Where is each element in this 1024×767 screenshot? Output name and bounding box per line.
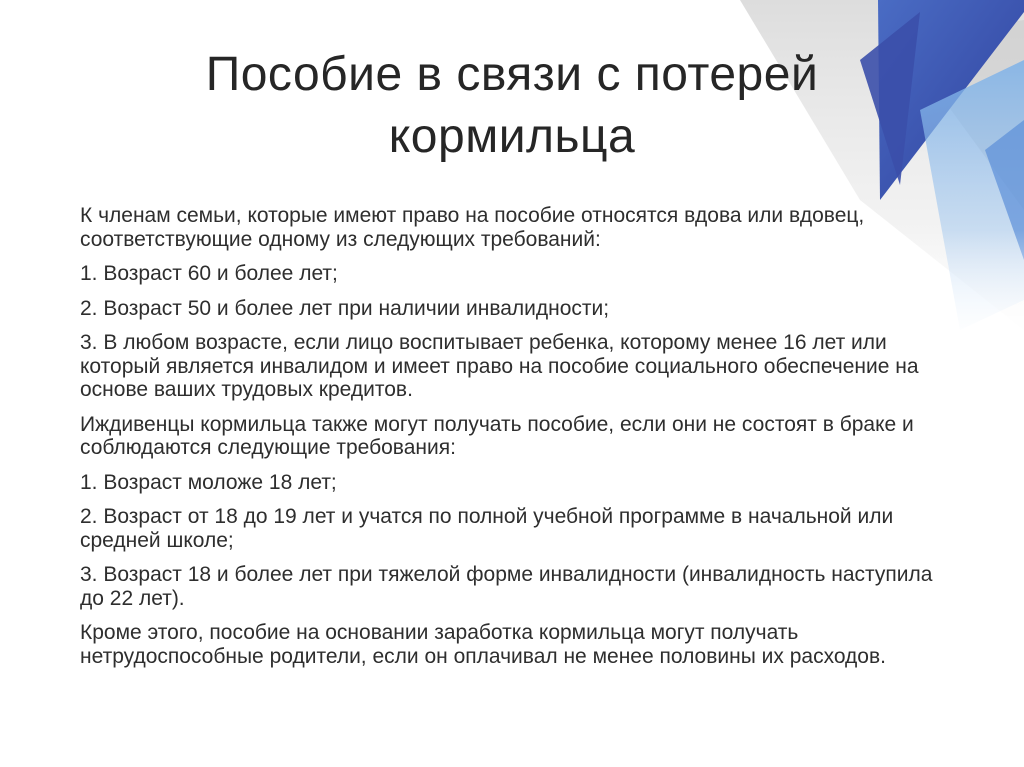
title-line-2: кормильца [388,110,636,163]
list-item: 2. Возраст от 18 до 19 лет и учатся по полной учебной программе в начальной или средней школе; [80,505,894,552]
list-item: 1. Возраст 60 и более лет; [80,262,338,285]
title-line-1: Пособие в связи с потерей [205,48,819,101]
paragraph-intro: К членам семьи, которые имеют право на пособие относятся вдова или вдовец, соответствующие одному из следующих требований: [80,204,865,251]
list-item: 3. Возраст 18 и более лет при тяжелой форме инвалидности (инвалидность наступила до 22 лет). [80,563,933,610]
page-title [100,44,924,168]
list-item: 3. В любом возрасте, если лицо воспитывает ребенка, которому менее 16 лет или который является инвалидом и имеет право на пособие социального обеспечение на основе ваших трудовых кредитов. [80,331,919,401]
paragraph-parents: Кроме этого, пособие на основании заработка кормильца могут получать нетрудоспособные родители, если он оплачивал не менее половины их расходов. [80,621,886,668]
paragraph-dependents: Иждивенцы кормильца также могут получать пособие, если они не состоят в браке и соблюдаются следующие требования: [80,412,914,459]
list-item: 2. Возраст 50 и более лет при наличии инвалидности; [80,296,610,320]
body-text [80,204,940,679]
list-item: 1. Возраст моложе 18 лет; [80,470,337,494]
